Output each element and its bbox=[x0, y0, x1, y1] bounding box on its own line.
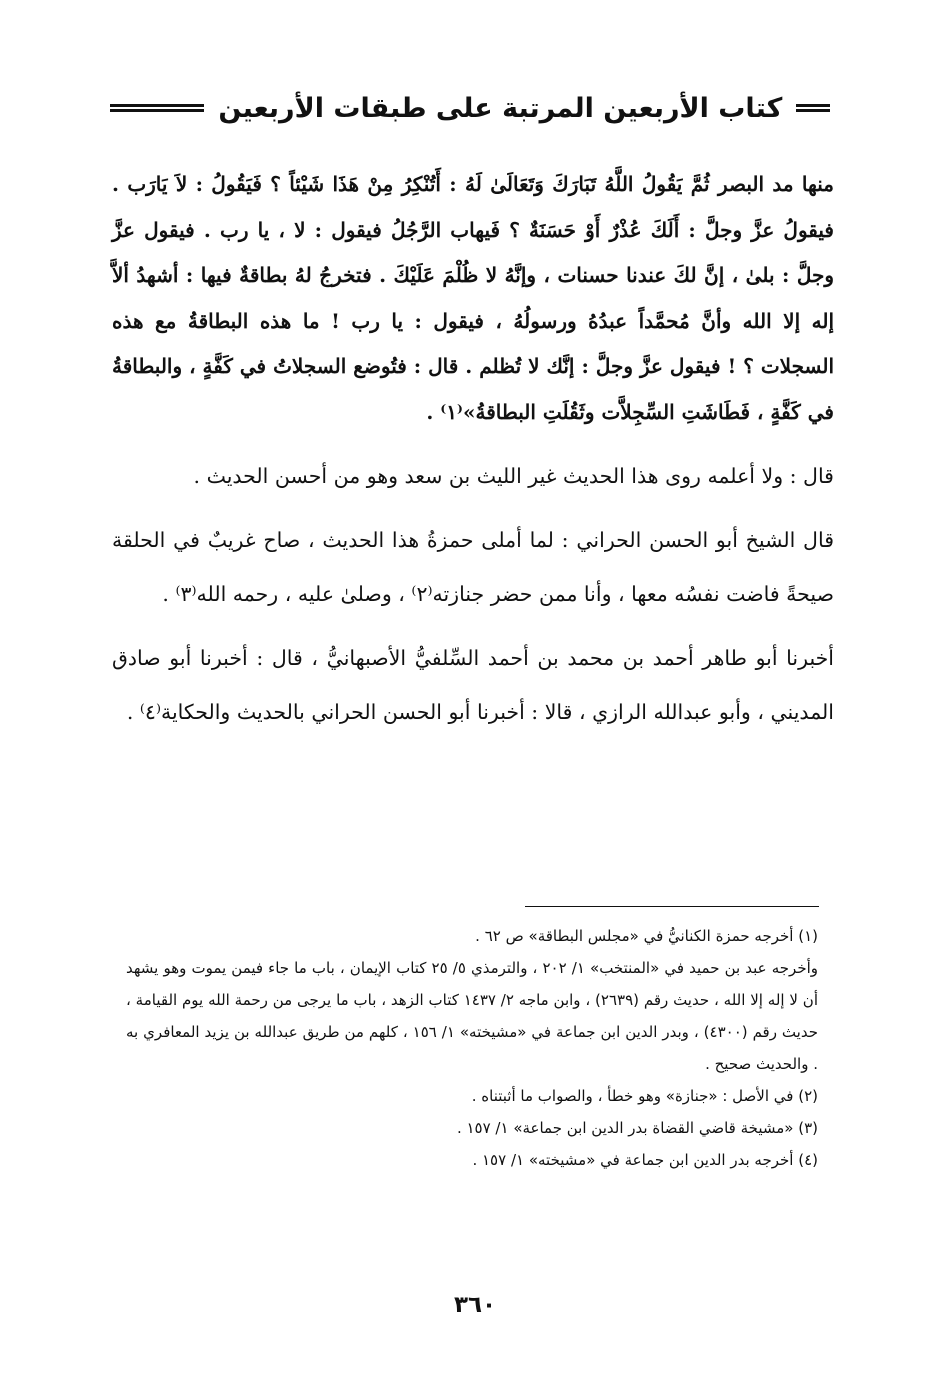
footnote-4: (٤) أخرجه بدر الدين ابن جماعة في «مشيخته» ١/ ١٥٧ . bbox=[472, 1151, 818, 1169]
footnote-3: (٣) «مشيخة قاضي القضاة بدر الدين ابن جماعة» ١/ ١٥٧ . bbox=[456, 1119, 818, 1137]
footnote-1-continuation: وأخرجه عبد بن حميد في «المنتخب» ١/ ٢٠٢ ، والترمذي ٥/ ٢٥ كتاب الإيمان ، باب ما جاء فيمن يموت وهو يشهد أن لا إله إلا الله ، حديث رقم (٢٦٣٩) ، وابن ماجه ٢/ ١٤٣٧ كتاب الزهد ، باب ما يرجى من رحمة الله يوم القيامة ، حديث رقم (٤٣٠٠) ، وبدر الدين ابن جماعة في «مشيخته» ١/ ١٥٦ ، كلهم من طريق عبدالله بن يزيد المعافري به . والحديث صحيح . bbox=[126, 959, 819, 1073]
sheikh-story-paragraph: قال الشيخ أبو الحسن الحراني : لما أملى حمزةُ هذا الحديث ، صاح غريبٌ في الحلقة صيحةً فاضت نفسُه معها ، وأنا ممن حضر جنازته⁽٢⁾ ، وصلىٰ عليه ، رحمه الله⁽٣⁾ . bbox=[112, 528, 834, 606]
narration-note-paragraph: قال : ولا أعلمه روى هذا الحديث غير الليث بن سعد وهو من أحسن الحديث . bbox=[193, 464, 834, 488]
footnotes bbox=[126, 920, 818, 1176]
header-title: كتاب الأربعين المرتبة على طبقات الأربعين bbox=[218, 92, 783, 124]
running-header bbox=[110, 88, 830, 128]
header-rule-right bbox=[796, 104, 830, 107]
header-rule-left bbox=[110, 104, 204, 107]
main-text bbox=[112, 162, 834, 739]
page-number: ٣٦٠ bbox=[453, 1292, 497, 1318]
hadith-paragraph: منها مد البصر ثُمَّ يَقُولُ اللَّهُ تَبَارَكَ وَتَعَالَىٰ لَهُ : أَتُنْكِرُ مِنْ هَذَا شَيْئاً ؟ فَيَقُولُ : لاَ يَارَب . فيقولُ عزَّ وجلَّ : أَلَكَ عُذْرٌ أَوْ حَسَنَةٌ ؟ فَيهاب الرَّجُلُ فيقول : لا ، يا رب . فيقول عزَّ وجلَّ : بلىٰ ، إنَّ لكَ عندنا حسنات ، وإنَّهُ لا ظُلْمَ عَلَيْكَ . فتخرجُ لهُ بطاقةٌ فيها : أشهدُ ألاَّ إله إلا الله وأنَّ مُحمَّداً عبدُهُ ورسولُهُ ، فيقول : يا رب ! ما هذه البطاقةُ مع هذه السجلات ؟ ! فيقول عزَّ وجلَّ : إنَّك لا تُظلم . قال : فتُوضع السجلاتُ في كَفَّةٍ ، والبطاقةُ في كَفَّةٍ ، فَطَاشَتِ السِّجِلاَّت وثَقُلَتِ البطاقةُ»⁽١⁾ . bbox=[112, 172, 834, 424]
footnote-separator bbox=[525, 906, 819, 907]
footnote-1: (١) أخرجه حمزة الكنانيُّ في «مجلس البطاقة» ص ٦٢ . bbox=[475, 927, 818, 945]
footnote-2: (٢) في الأصل : «جنازة» وهو خطأ ، والصواب ما أثبتناه . bbox=[471, 1087, 818, 1105]
isnad-paragraph: أخبرنا أبو طاهر أحمد بن محمد بن أحمد السِّلفيُّ الأصبهانيُّ ، قال : أخبرنا أبو صادق المديني ، وأبو عبدالله الرازي ، قالا : أخبرنا أبو الحسن الحراني بالحديث والحكاية⁽٤⁾ . bbox=[112, 646, 834, 724]
